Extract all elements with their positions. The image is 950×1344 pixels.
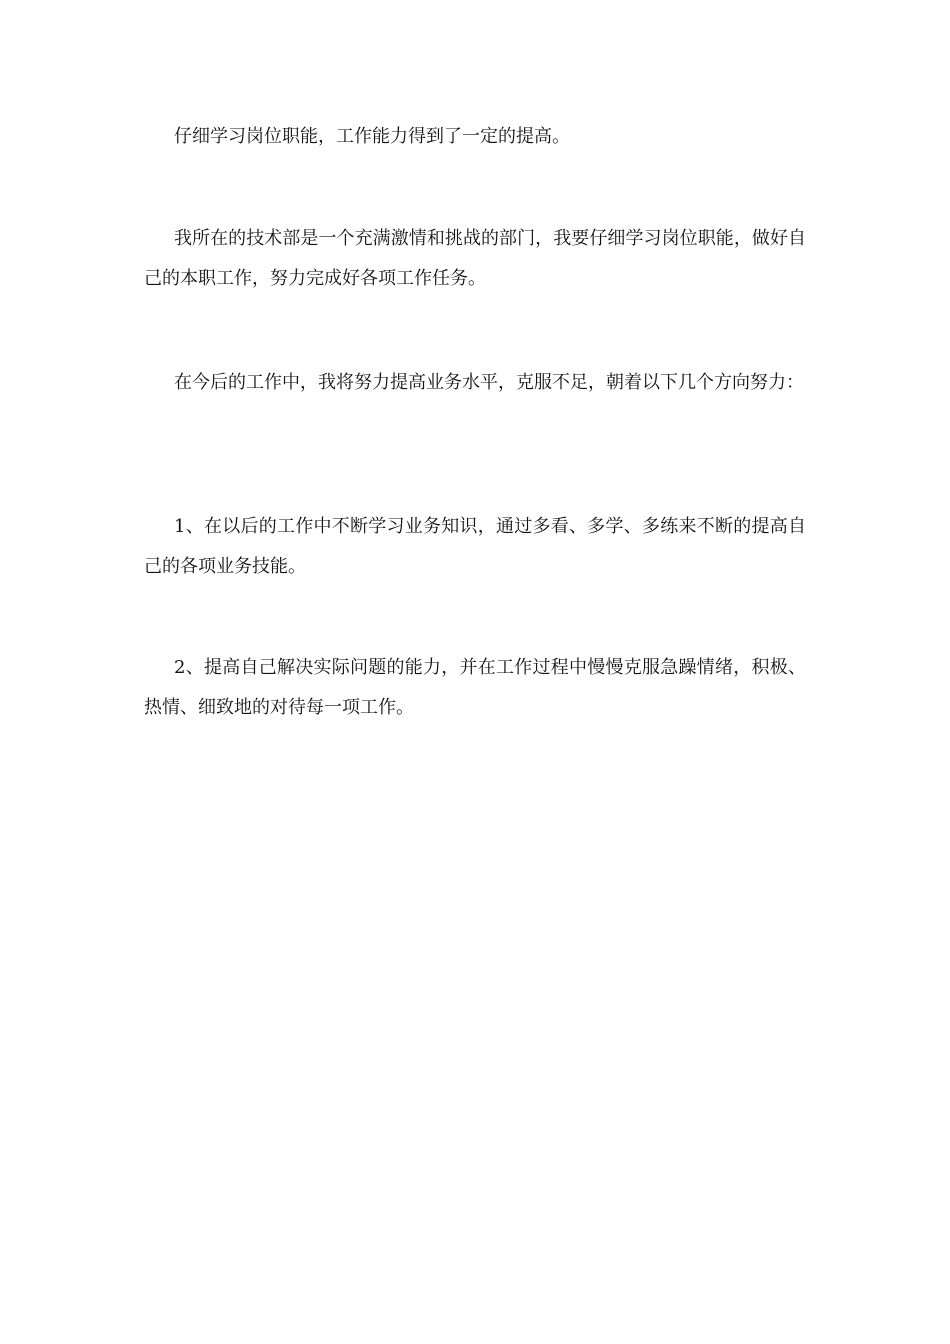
list-item-2: 2、提高自己解决实际问题的能力，并在工作过程中慢慢克服急躁情绪，积极、热情、细致地的对待每一项工作。 bbox=[144, 657, 806, 718]
paragraph-department: 我所在的技术部是一个充满激情和挑战的部门，我要仔细学习岗位职能，做好自己的本职工作，努力完成好各项工作任务。 bbox=[144, 228, 806, 289]
list-item-1: 1、在以后的工作中不断学习业务知识，通过多看、多学、多练来不断的提高自己的各项业务技能。 bbox=[144, 516, 806, 577]
paragraph-intro: 仔细学习岗位职能，工作能力得到了一定的提高。 bbox=[174, 126, 570, 147]
paragraph-future-plan: 在今后的工作中，我将努力提高业务水平，克服不足，朝着以下几个方向努力： bbox=[174, 372, 804, 393]
